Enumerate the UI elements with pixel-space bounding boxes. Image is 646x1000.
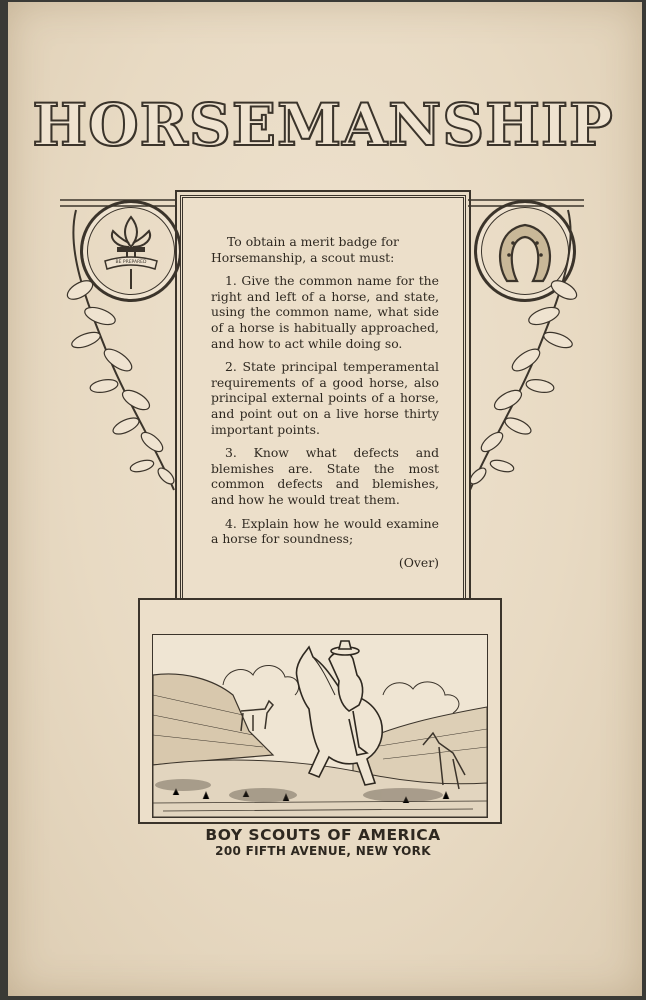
requirement-1: 1. Give the common name for the right and left of a horse, and state, using the common name, what side of a horse is habitually approached, and how to act while doing so. xyxy=(211,273,439,351)
horseback-rider-illustration xyxy=(152,634,488,818)
publisher-name: BOY SCOUTS OF AMERICA xyxy=(205,826,441,844)
requirement-4: 4. Explain how he would examine a horse for soundness; xyxy=(211,515,439,547)
continued-label: (Over) xyxy=(398,554,439,570)
illustration-frame xyxy=(138,598,502,824)
requirement-2: 2. State principal temperamental requirements of a good horse, also principal external points of a horse, and point out on a live horse thirty important points. xyxy=(211,359,439,437)
requirements-panel xyxy=(180,195,466,619)
right-foliage-ornament xyxy=(462,190,588,500)
intro-text: To obtain a merit badge for Horsemanship, a scout must: xyxy=(211,234,399,265)
publisher-address: 200 FIFTH AVENUE, NEW YORK xyxy=(215,844,431,858)
left-foliage-ornament xyxy=(56,190,182,500)
requirement-3: 3. Know what defects and blemishes are. State the most common defects and blemishes, and how he would treat them. xyxy=(211,445,439,507)
badge-motto: BE PREPARED xyxy=(115,260,147,265)
page-title: HORSEMANSHIP xyxy=(32,91,614,159)
requirements-text xyxy=(211,234,439,578)
